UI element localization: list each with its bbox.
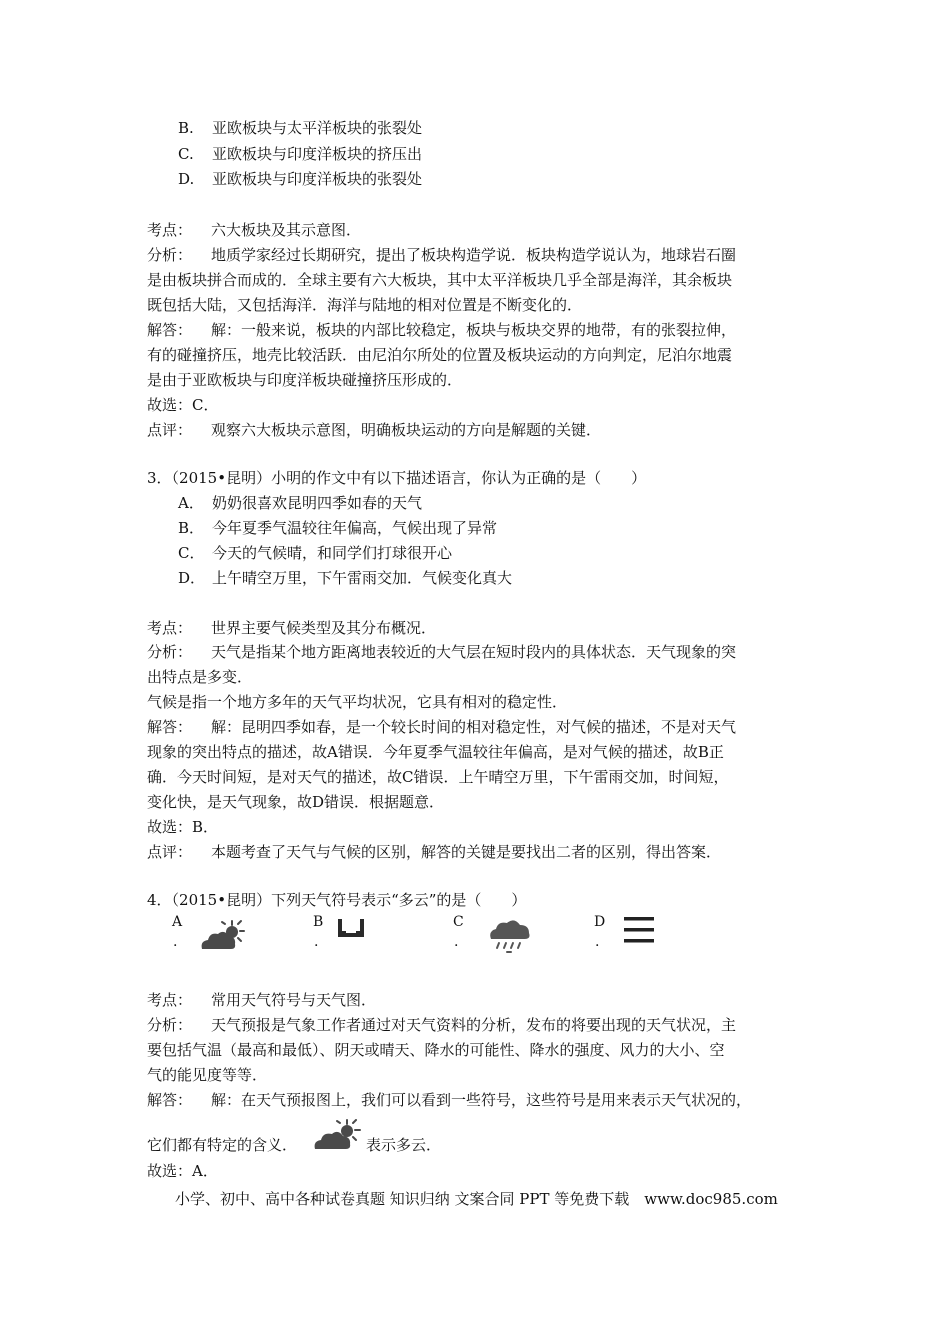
text: 六大板块及其示意图． (211, 221, 362, 239)
label: 考点： (147, 619, 193, 637)
label: 分析： (147, 246, 193, 264)
label: 分析： (147, 643, 193, 661)
q4-jieda-2b: 表示多云． (366, 1136, 442, 1154)
text: 天气是指某个地方距离地表较近的大气层在短时段内的具体状态．天气现象的突 (211, 643, 737, 661)
option-text: 亚欧板块与太平洋板块的张裂处 (212, 119, 423, 137)
q3-fenxi-3: 气候是指一个地方多年的天气平均状况，它具有相对的稳定性． (147, 693, 568, 711)
q4-option-a (172, 913, 252, 959)
label: 解答： (147, 1091, 193, 1109)
q3-stem: 3．（2015•昆明）小明的作文中有以下描述语言，你认为正确的是（ ） (147, 469, 647, 487)
q2-option-d (178, 167, 422, 191)
option-letter: D (594, 914, 606, 930)
text: 地质学家经过长期研究，提出了板块构造学说．板块构造学说认为，地球岩石圈 (211, 246, 737, 264)
q3-kaodian (147, 616, 436, 640)
option-text: 亚欧板块与印度洋板块的张裂处 (212, 170, 423, 188)
option-letter: C. (178, 145, 194, 163)
q3-guxuan: 故选：B． (147, 818, 219, 836)
q2-jieda-1 (147, 318, 736, 342)
q4-option-d (594, 913, 664, 959)
q4-option-b (313, 913, 373, 959)
label: 分析： (147, 1016, 193, 1034)
q3-jieda-4: 变化快，是天气现象，故D错误．根据题意． (147, 793, 445, 811)
option-letter: B (313, 914, 324, 930)
q3-option-c (178, 541, 452, 565)
q2-fenxi-2: 是由板块拼合而成的．全球主要有六大板块，其中太平洋板块几乎全部是海洋，其余板块 (147, 271, 733, 289)
option-letter: D. (178, 170, 195, 188)
label: 考点： (147, 991, 193, 1009)
q3-jieda-3: 确．今天时间短，是对天气的描述，故C错误．上午晴空万里，下午雷雨交加，时间短， (147, 768, 729, 786)
label: 解答： (147, 718, 193, 736)
option-letter: C． (178, 544, 205, 562)
option-text: 上午晴空万里，下午雷雨交加．气候变化真大 (212, 569, 513, 587)
option-letter: C (453, 914, 464, 930)
label: 考点： (147, 221, 193, 239)
q3-option-d (178, 566, 512, 590)
partly-cloudy-icon (312, 1119, 362, 1153)
text: 解：一般来说，板块的内部比较稳定，板块与板块交界的地带，有的张裂拉伸， (211, 321, 737, 339)
q4-fenxi-3: 气的能见度等等． (147, 1066, 268, 1084)
q4-fenxi-1 (147, 1013, 736, 1037)
text: 天气预报是气象工作者通过对天气资料的分析，发布的将要出现的天气状况，主 (211, 1016, 737, 1034)
text: 世界主要气候类型及其分布概况． (211, 619, 437, 637)
q3-fenxi-1 (147, 640, 736, 664)
q4-option-c (453, 913, 538, 959)
q4-fenxi-2: 要包括气温（最高和最低）、阴天或晴天、降水的可能性、降水的强度、风力的大小、空 (147, 1041, 725, 1059)
option-dot: . (454, 934, 459, 950)
q3-fenxi-2: 出特点是多变． (147, 668, 253, 686)
q2-fenxi-3: 既包括大陆，又包括海洋．海洋与陆地的相对位置是不断变化的． (147, 296, 583, 314)
option-dot: . (314, 934, 319, 950)
q4-jieda-1 (147, 1088, 751, 1112)
text: 常用天气符号与天气图． (211, 991, 377, 1009)
dust-storm-icon (335, 917, 371, 941)
option-dot: . (173, 934, 178, 950)
option-dot: . (595, 934, 600, 950)
q2-option-b (178, 116, 422, 140)
option-text: 亚欧板块与印度洋板块的挤压出 (212, 145, 423, 163)
option-letter: A (172, 914, 183, 930)
q4-kaodian (147, 988, 376, 1012)
q2-jieda-3: 是由于亚欧板块与印度洋板块碰撞挤压形成的． (147, 371, 463, 389)
label: 点评： (147, 421, 193, 439)
text: 它们都有特定的含义． (147, 1136, 298, 1154)
q4-stem: 4．（2015•昆明）下列天气符号表示“多云”的是（ ） (147, 891, 527, 909)
label: 点评： (147, 843, 193, 861)
option-letter: D． (178, 569, 206, 587)
q3-dianping (147, 840, 721, 864)
q3-jieda-1 (147, 715, 736, 739)
q2-guxuan: 故选：C． (147, 396, 219, 414)
text: 解：在天气预报图上，我们可以看到一些符号，这些符号是用来表示天气状况的， (211, 1091, 752, 1109)
option-text: 今天的气候晴，和同学们打球很开心 (212, 544, 453, 562)
q2-dianping (147, 418, 601, 442)
q2-jieda-2: 有的碰撞挤压，地壳比较活跃．由尼泊尔所处的位置及板块运动的方向判定，尼泊尔地震 (147, 346, 733, 364)
option-text: 奶奶很喜欢昆明四季如春的天气 (212, 494, 423, 512)
label: 解答： (147, 321, 193, 339)
option-letter: A． (178, 494, 204, 512)
text: 本题考查了天气与气候的区别，解答的关键是要找出二者的区别，得出答案． (211, 843, 722, 861)
q4-jieda-2 (147, 1133, 297, 1157)
q2-fenxi-1 (147, 243, 736, 267)
partly-cloudy-icon (198, 919, 246, 955)
q2-kaodian (147, 218, 361, 242)
text: 解：昆明四季如春，是一个较长时间的相对稳定性，对气候的描述，不是对天气 (211, 718, 737, 736)
footer-text: 小学、初中、高中各种试卷真题 知识归纳 文案合同 PPT 等免费下载 www.doc985.com (175, 1190, 778, 1208)
option-letter: B． (178, 519, 205, 537)
q3-jieda-2: 现象的突出特点的描述，故A错误．今年夏季气温较往年偏高，是对气候的描述，故B正 (147, 743, 724, 761)
option-text: 今年夏季气温较往年偏高，气候出现了异常 (212, 519, 498, 537)
q2-option-c (178, 142, 422, 166)
q4-guxuan: 故选：A． (147, 1162, 218, 1180)
fog-icon (622, 915, 656, 945)
q3-option-b (178, 516, 497, 540)
text: 观察六大板块示意图，明确板块运动的方向是解题的关键． (211, 421, 602, 439)
q3-option-a (178, 491, 422, 515)
rain-cloud-icon (487, 917, 535, 959)
option-letter: B. (178, 119, 194, 137)
